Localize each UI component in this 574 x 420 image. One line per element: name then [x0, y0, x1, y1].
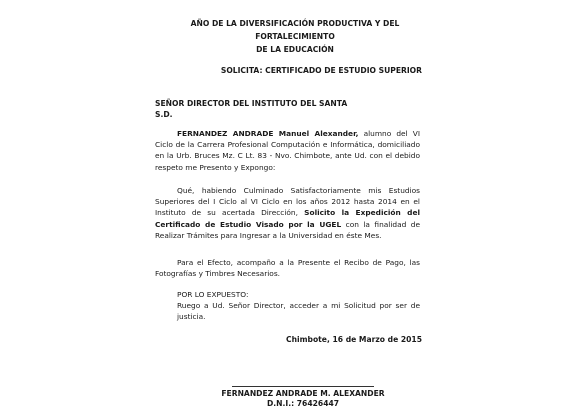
request-subject: SOLICITA: CERTIFICADO DE ESTUDIO SUPERIOR — [220, 66, 422, 75]
addressee-line-1: SEÑOR DIRECTOR DEL INSTITUTO DEL SANTA — [155, 99, 348, 108]
header-line-1: AÑO DE LA DIVERSIFICACIÓN PRODUCTIVA Y DEL FORTALECIMIENTO — [190, 19, 400, 41]
request-intro-text: Qué, habiendo Culminado Satisfactoriamente mis Estudios Superiores del I Ciclo al VI Ciclo en los años 2012 hasta 2014 en el Instituto de su acertada Dirección, — [155, 186, 420, 218]
applicant-name: FERNANDEZ ANDRADE Manuel Alexander, — [177, 129, 359, 138]
request-end-text: con la finalidad de Realizar Trámites para Ingresar a la Universidad en éste Mes. — [155, 219, 421, 240]
signature-dni: D.N.I.: 76426447 — [266, 399, 340, 408]
document-header — [150, 17, 440, 56]
introduction-text: alumno del VI Ciclo de la Carrera Profesional Computación e Informática, domiciliado en la Urb. Bruces Mz. C Lt. 83 - Nvo. Chimbote, ante Ud. con el debido respeto me Presento y Expongo: — [155, 129, 421, 172]
signature-name: FERNANDEZ ANDRADE M. ALEXANDER — [221, 389, 385, 398]
addressee — [155, 98, 347, 120]
paragraph-attachments: Para el Efecto, acompaño a la Presente el Recibo de Pago, las Fotografías y Timbres Necesarios. — [155, 258, 420, 279]
paragraph-closing — [155, 289, 420, 323]
request-emphasis-text: Solicito la Expedición del Certificado de Estudio Visado por la UGEL — [155, 208, 420, 229]
signature-block — [200, 389, 406, 409]
closing-line-1: POR LO EXPUESTO: — [177, 290, 249, 299]
paragraph-request — [155, 185, 420, 241]
header-line-2: DE LA EDUCACIÓN — [256, 45, 334, 54]
paragraph-introduction — [155, 128, 420, 173]
document-date: Chimbote, 16 de Marzo de 2015 — [286, 335, 422, 344]
addressee-line-2: S.D. — [155, 110, 173, 119]
signature-line — [232, 386, 374, 387]
closing-line-2: Ruego a Ud. Señor Director, acceder a mi Solicitud por ser de justicia. — [177, 301, 420, 322]
